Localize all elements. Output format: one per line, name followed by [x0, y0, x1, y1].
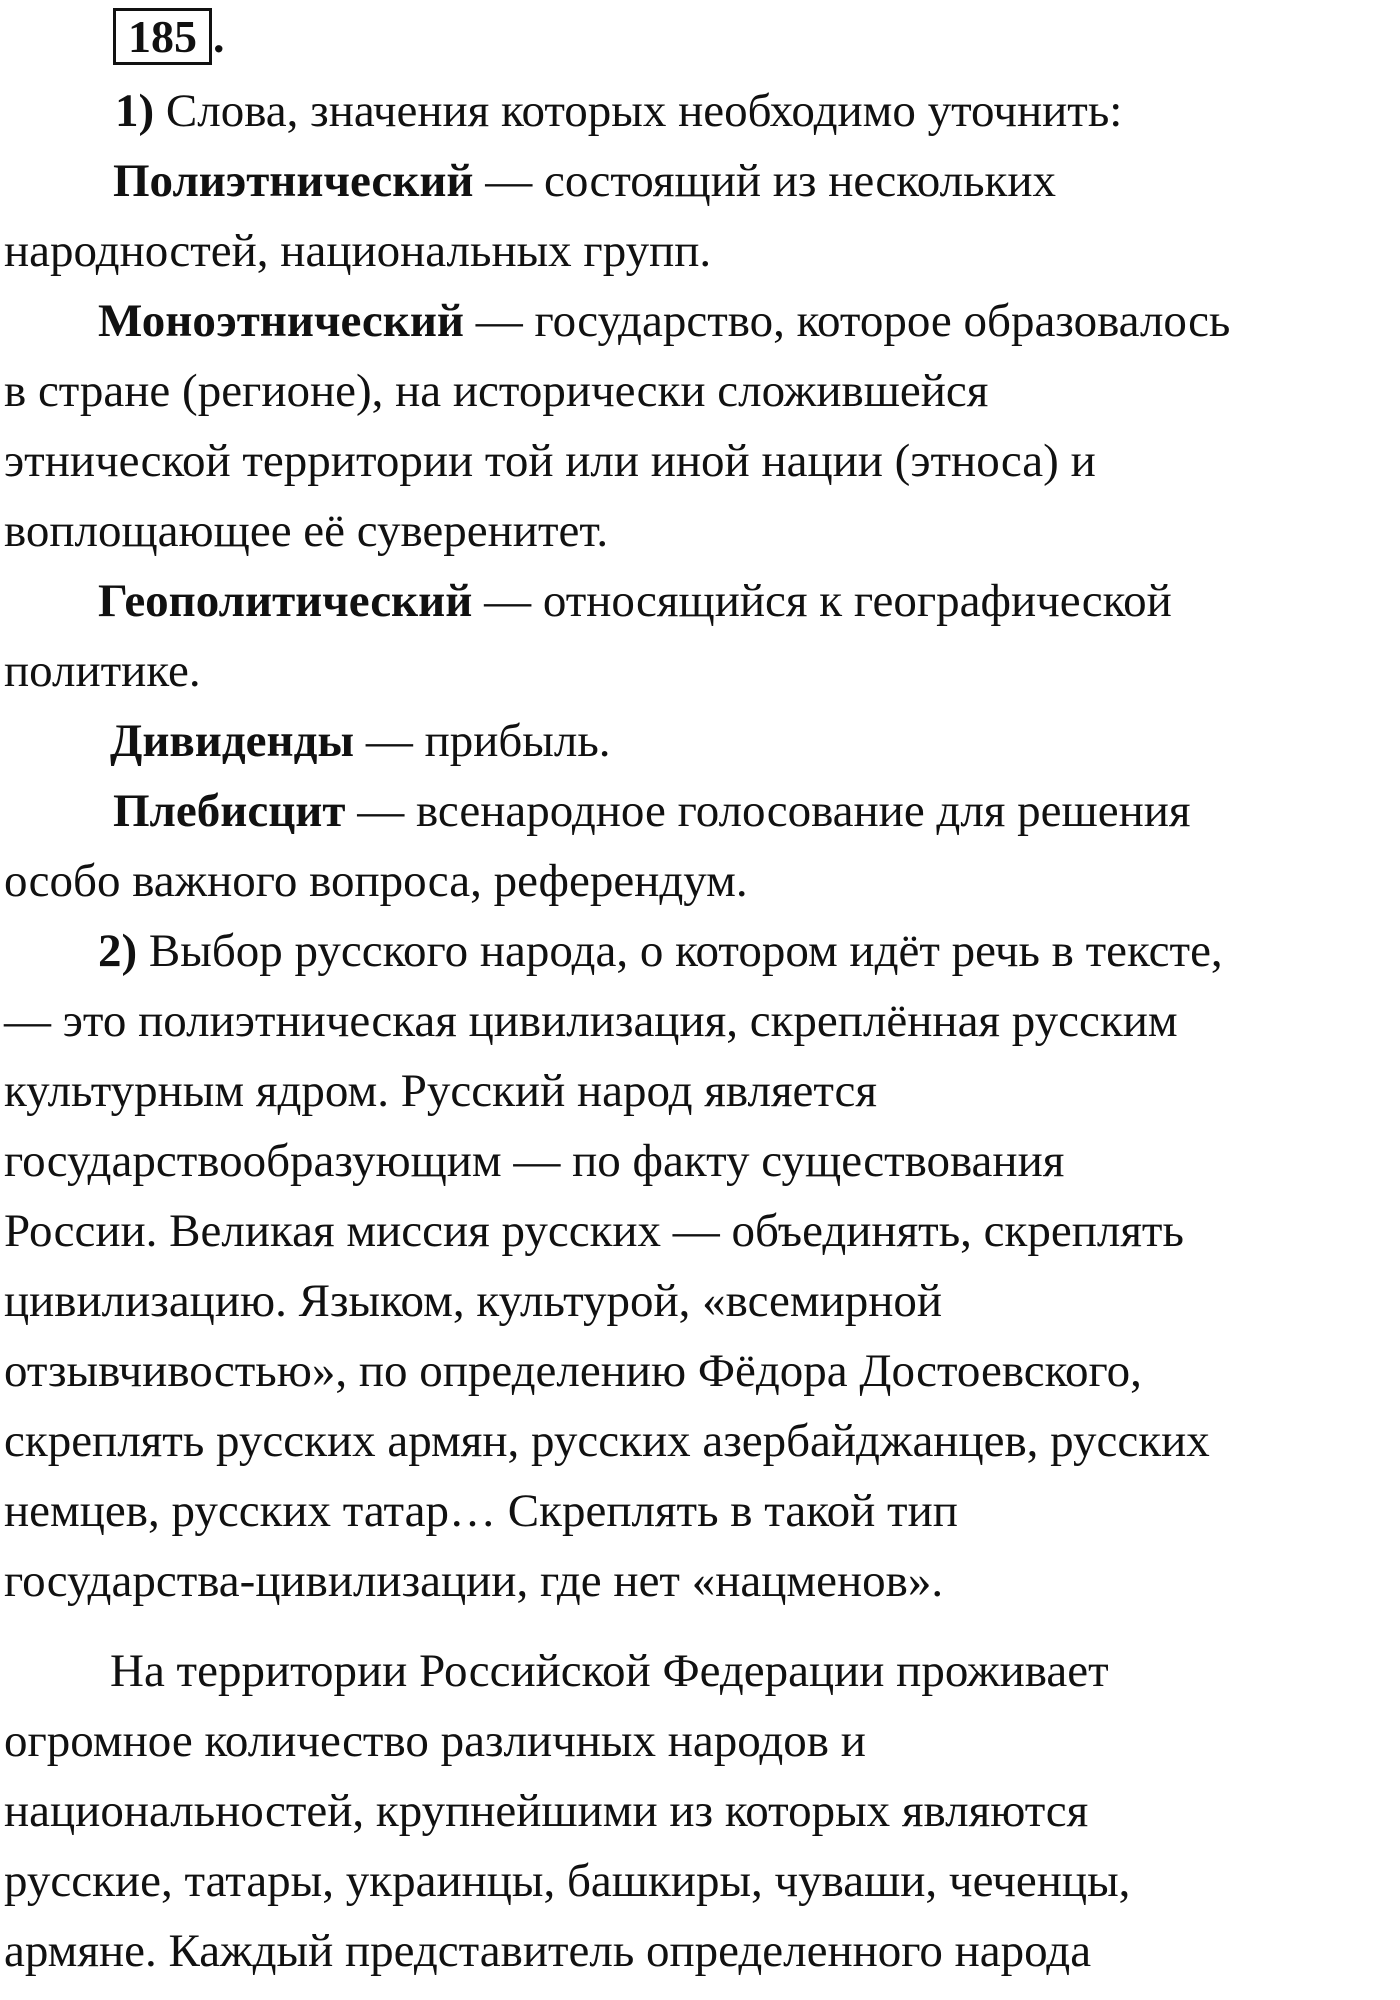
definition-line	[98, 566, 1172, 636]
part2-line	[98, 916, 1223, 986]
paragraph3-line: национальностей, крупнейшими из которых являются	[4, 1785, 1089, 1837]
definition-line: этнической территории той или иной нации (этноса) и	[4, 435, 1096, 487]
exercise-number: 185	[113, 8, 212, 65]
definition-line	[113, 146, 1056, 216]
definition-line: особо важного вопроса, референдум.	[4, 855, 748, 907]
definition-term: Моноэтнический	[98, 295, 464, 347]
part2-line: цивилизацию. Языком, культурой, «всемирной	[4, 1275, 943, 1327]
paragraph3-line: русские, татары, украинцы, башкиры, чуваши, чеченцы,	[4, 1855, 1131, 1907]
part1-intro-line	[115, 76, 1122, 146]
part2-line: России. Великая миссия русских — объединять, скреплять	[4, 1205, 1184, 1257]
part2-line: государства-цивилизации, где нет «нацменов».	[4, 1555, 944, 1607]
definition-line: воплощающее её суверенитет.	[4, 505, 609, 557]
definition-line: в стране (регионе), на исторически сложившейся	[4, 365, 989, 417]
definition-text: — всенародное голосование для решения	[345, 785, 1191, 837]
definition-line	[98, 286, 1230, 356]
definition-term: Полиэтнический	[113, 155, 474, 207]
definition-line: политике.	[4, 645, 201, 697]
part2-line: культурным ядром. Русский народ является	[4, 1065, 878, 1117]
part2-line: — это полиэтническая цивилизация, скреплённая русским	[4, 995, 1178, 1047]
definition-text: — государство, которое образовалось	[464, 295, 1231, 347]
part2-line: государствообразующим — по факту существования	[4, 1135, 1065, 1187]
exercise-number-suffix: .	[213, 11, 225, 62]
definition-term: Плебисцит	[113, 785, 346, 837]
part1-marker: 1)	[115, 85, 155, 137]
definition-text: — состоящий из нескольких	[473, 155, 1056, 207]
paragraph3-line: На территории Российской Федерации проживает	[110, 1645, 1109, 1697]
definition-text: — прибыль.	[354, 715, 611, 767]
part2-line: скреплять русских армян, русских азербайджанцев, русских	[4, 1415, 1210, 1467]
part1-intro-text: Слова, значения которых необходимо уточнить:	[154, 85, 1123, 137]
part2-line: отзывчивостью», по определению Фёдора Достоевского,	[4, 1345, 1142, 1397]
paragraph3-line: армяне. Каждый представитель определенного народа	[4, 1925, 1092, 1977]
part2-line: немцев, русских татар… Скреплять в такой тип	[4, 1485, 958, 1537]
definition-text: — относящийся к географической	[472, 575, 1172, 627]
definition-line	[113, 776, 1191, 846]
part2-marker: 2)	[98, 925, 138, 977]
definition-line	[110, 706, 611, 776]
definition-line: народностей, национальных групп.	[4, 225, 712, 277]
definition-term: Геополитический	[98, 575, 473, 627]
paragraph3-line: огромное количество различных народов и	[4, 1715, 866, 1767]
definition-term: Дивиденды	[110, 715, 355, 767]
part2-text: Выбор русского народа, о котором идёт речь в тексте,	[137, 925, 1223, 977]
